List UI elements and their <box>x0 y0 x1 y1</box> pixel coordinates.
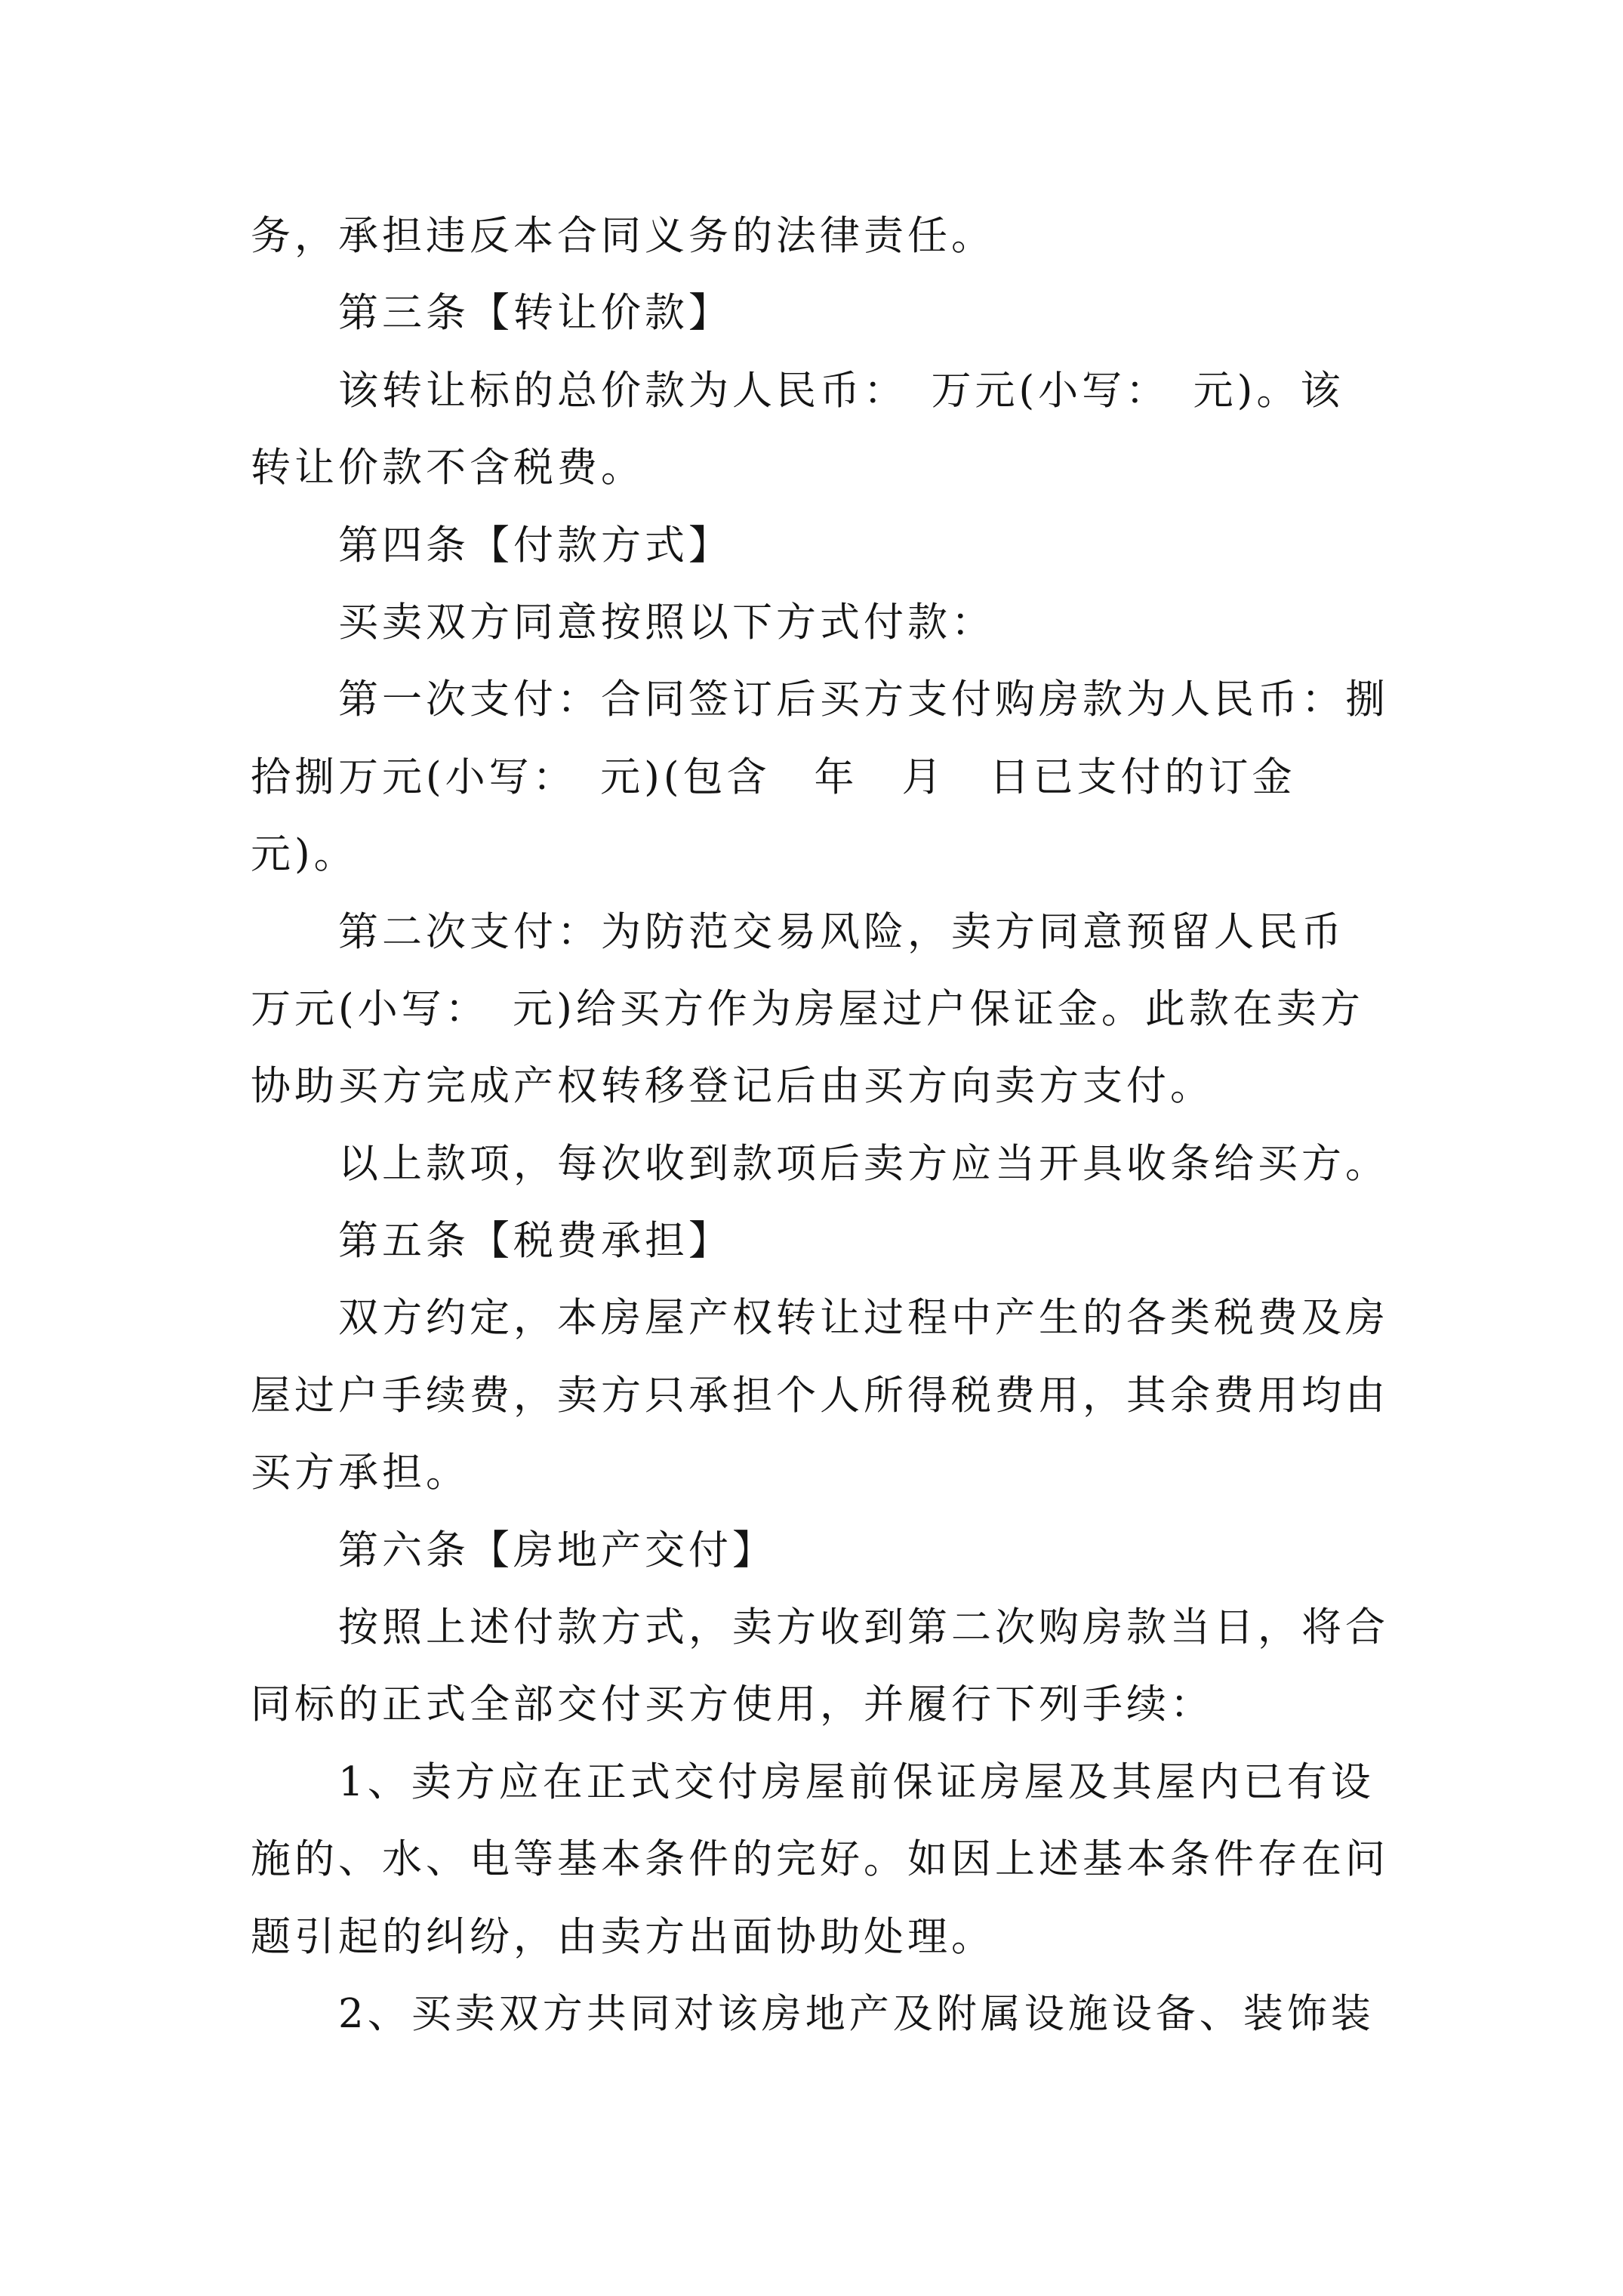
paragraph <box>251 894 1398 1126</box>
paragraph-line: 务，承担违反本合同义务的法律责任。 <box>251 213 995 259</box>
paragraph-line: 万元(小写： 元)给买方作为房屋过户保证金。此款在卖方 <box>251 985 1364 1032</box>
article-heading: 第五条【税费承担】 <box>338 1218 732 1265</box>
document-body <box>251 198 1398 2053</box>
paragraph <box>251 661 1398 893</box>
paragraph-line: 元)。 <box>251 831 358 878</box>
paragraph <box>251 1280 1398 1512</box>
paragraph-line: 买卖双方同意按照以下方式付款： <box>338 599 995 646</box>
paragraph-line: 以上款项，每次收到款项后卖方应当开具收条给买方。 <box>338 1140 1389 1187</box>
article-heading: 第三条【转让价款】 <box>338 290 732 337</box>
article-3 <box>251 275 1398 507</box>
article-heading: 第六条【房地产交付】 <box>338 1527 776 1573</box>
paragraph-line: 协助买方完成产权转移登记后由买方向卖方支付。 <box>251 1063 1214 1110</box>
article-5 <box>251 1203 1398 1512</box>
paragraph-line: 2、买卖双方共同对该房地产及附属设施设备、装饰装 <box>338 1990 1375 2037</box>
paragraph <box>251 584 1398 661</box>
paragraph-line: 双方约定，本房屋产权转让过程中产生的各类税费及房 <box>338 1295 1389 1342</box>
article-heading: 第四条【付款方式】 <box>338 522 732 569</box>
paragraph-line: 转让价款不含税费。 <box>251 445 645 492</box>
paragraph-line: 该转让标的总价款为人民币： 万元(小写： 元)。该 <box>338 367 1344 414</box>
paragraph-line: 拾捌万元(小写： 元)(包含 年 月 日已支付的订金 <box>251 754 1296 800</box>
paragraph-line: 题引起的纠纷，由卖方出面协助处理。 <box>251 1913 995 1960</box>
article-4 <box>251 507 1398 1203</box>
paragraph <box>251 1744 1398 1976</box>
paragraph-line: 买方承担。 <box>251 1450 470 1496</box>
paragraph <box>251 1976 1398 2053</box>
continuation-paragraph <box>251 198 1398 275</box>
paragraph-line: 屋过户手续费，卖方只承担个人所得税费用，其余费用均由 <box>251 1372 1389 1419</box>
paragraph-line: 第二次支付：为防范交易风险，卖方同意预留人民币 <box>338 908 1345 955</box>
paragraph-line: 1、卖方应在正式交付房屋前保证房屋及其屋内已有设 <box>338 1758 1375 1805</box>
paragraph-line: 第一次支付：合同签订后买方支付购房款为人民币：捌 <box>338 676 1389 723</box>
paragraph-line: 同标的正式全部交付买方使用，并履行下列手续： <box>251 1681 1214 1728</box>
paragraph <box>251 1589 1398 1744</box>
paragraph <box>251 353 1398 507</box>
paragraph-line: 施的、水、电等基本条件的完好。如因上述基本条件存在问 <box>251 1836 1389 1883</box>
paragraph <box>251 1126 1398 1203</box>
article-6 <box>251 1512 1398 2054</box>
paragraph-line: 按照上述付款方式，卖方收到第二次购房款当日，将合 <box>338 1604 1389 1651</box>
